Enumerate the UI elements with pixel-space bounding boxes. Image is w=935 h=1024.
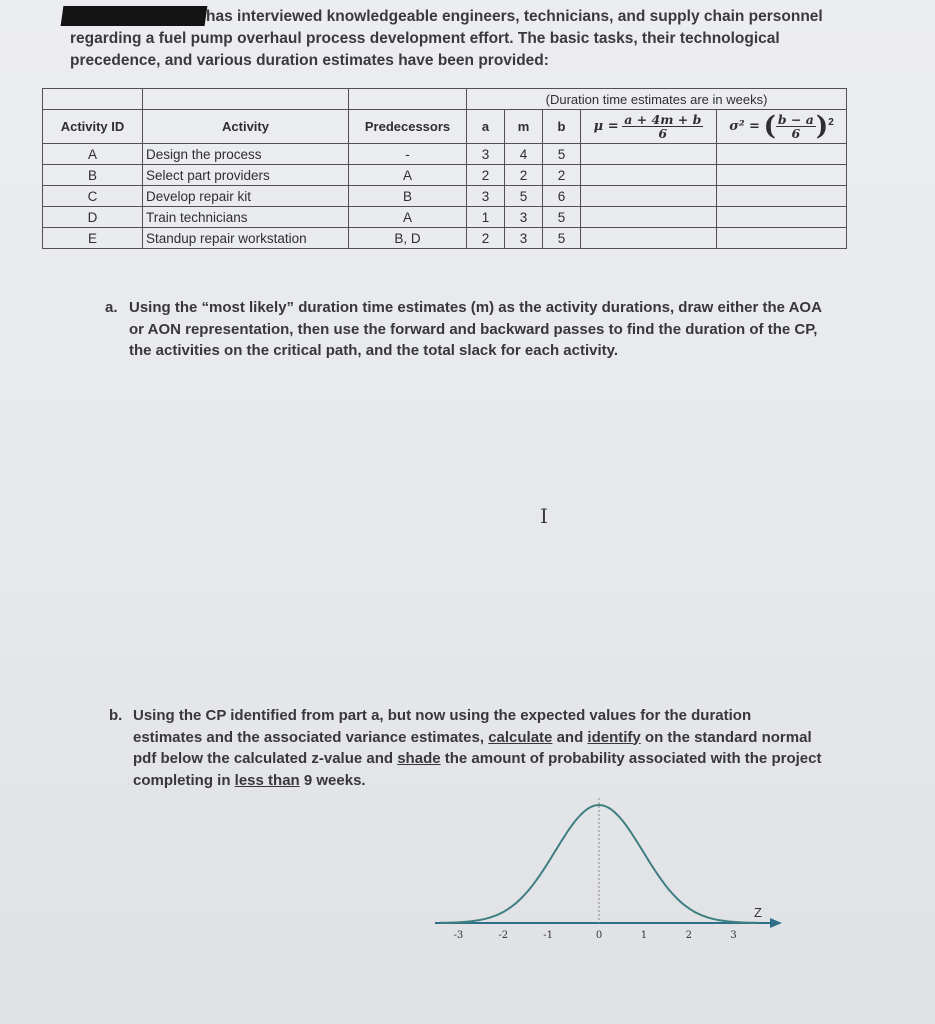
activity-table [42,88,847,249]
cell-b: 2 [543,165,581,186]
tick-label: 3 [730,930,737,941]
header-m: m [505,110,543,144]
variance-numerator: b − a [777,112,814,127]
table-header-row [43,110,847,144]
cell-id: E [43,228,143,249]
cell-a: 1 [467,207,505,228]
header-a: a [467,110,505,144]
cell-variance [717,186,847,207]
cell-predecessors: A [349,207,467,228]
intro-line-2: regarding a fuel pump overhaul process development effort. The basic tasks, their technological [70,30,780,47]
header-b: b [543,110,581,144]
duration-group-header: (Duration time estimates are in weeks) [467,89,847,110]
cell-predecessors: A [349,165,467,186]
mu-symbol: μ = [593,119,619,134]
question-b-text-3: the amount of probability associated with the project completing in [133,750,822,789]
left-paren: ( [763,111,776,142]
intro-paragraph [70,6,850,72]
cell-id: B [43,165,143,186]
table-row [43,144,847,165]
table-row [43,228,847,249]
cell-id: C [43,186,143,207]
cell-mean [581,228,717,249]
cell-b: 5 [543,207,581,228]
standard-normal-curve [425,790,785,950]
header-predecessors: Predecessors [349,110,467,144]
question-b [109,705,823,791]
variance-fraction [776,113,816,140]
tick-label: -1 [543,930,553,941]
intro-line-1: has interviewed knowledgeable engineers, technicians, and supply chain personnel [206,8,823,25]
cell-a: 3 [467,144,505,165]
header-activity-id: Activity ID [43,110,143,144]
mean-numerator: a + 4m + b [624,112,702,127]
cell-mean [581,186,717,207]
tick-label: -3 [453,930,464,941]
table-row [43,165,847,186]
cell-a: 3 [467,186,505,207]
cell-variance [717,228,847,249]
question-b-text-2: on the standard normal pdf below the calculated z-value and [133,728,812,767]
cell-mean [581,144,717,165]
cell-activity: Develop repair kit [143,186,349,207]
mean-denominator: 6 [658,126,668,141]
word-identify: identify [587,728,641,746]
z-axis-label: Z [754,905,762,920]
table-row [43,207,847,228]
header-variance-formula [717,110,847,144]
table-group-header-row [43,89,847,110]
cell-predecessors: B [349,186,467,207]
cell-mean [581,207,717,228]
cell-a: 2 [467,165,505,186]
cell-activity: Train technicians [143,207,349,228]
cell-a: 2 [467,228,505,249]
header-activity: Activity [143,110,349,144]
word-calculate: calculate [488,728,553,746]
cell-activity: Design the process [143,144,349,165]
cell-predecessors: - [349,144,467,165]
variance-exponent: 2 [828,117,834,128]
mean-fraction [622,113,703,140]
cell-activity: Standup repair workstation [143,228,349,249]
question-a-text: Using the “most likely” duration time estimates (m) as the activity durations, draw either the AOA or AON representation, then use the forward and backward passes to find the duration of the CP, the activities on the critical path, and the total slack for each activity. [129,299,822,359]
cell-variance [717,165,847,186]
word-less-than: less than [234,771,300,789]
cell-m: 3 [505,207,543,228]
cell-m: 5 [505,186,543,207]
cell-b: 6 [543,186,581,207]
cell-b: 5 [543,144,581,165]
cell-predecessors: B, D [349,228,467,249]
table-row [43,186,847,207]
cell-variance [717,144,847,165]
cell-m: 3 [505,228,543,249]
tick-label: -2 [498,930,509,941]
cell-id: D [43,207,143,228]
intro-line-3: precedence, and various duration estimates have been provided: [70,52,549,69]
z-axis-arrow-icon [770,918,782,928]
cell-activity: Select part providers [143,165,349,186]
sigma-symbol: σ² = [729,119,760,134]
question-b-text-1: Using the CP identified from part a, but now using the expected values for the duration estimates and the associated variance estimates, [133,707,752,746]
text-cursor-icon: I [540,504,548,528]
question-a-label: a. [105,299,118,316]
question-b-and: and [552,728,588,746]
word-shade: shade [397,750,441,767]
cell-variance [717,207,847,228]
question-b-text-4: 9 weeks. [299,771,366,789]
tick-label: 0 [595,930,603,941]
right-paren: ) [815,111,829,142]
cell-id: A [43,144,143,165]
question-a [105,297,829,362]
cell-m: 2 [505,165,543,186]
tick-label: 2 [685,930,692,941]
cell-m: 4 [505,144,543,165]
tick-labels [454,930,737,941]
tick-label: 1 [640,930,648,941]
variance-denominator: 6 [791,126,801,141]
cell-b: 5 [543,228,581,249]
question-b-label: b. [109,707,123,724]
header-mean-formula [581,110,717,144]
cell-mean [581,165,717,186]
